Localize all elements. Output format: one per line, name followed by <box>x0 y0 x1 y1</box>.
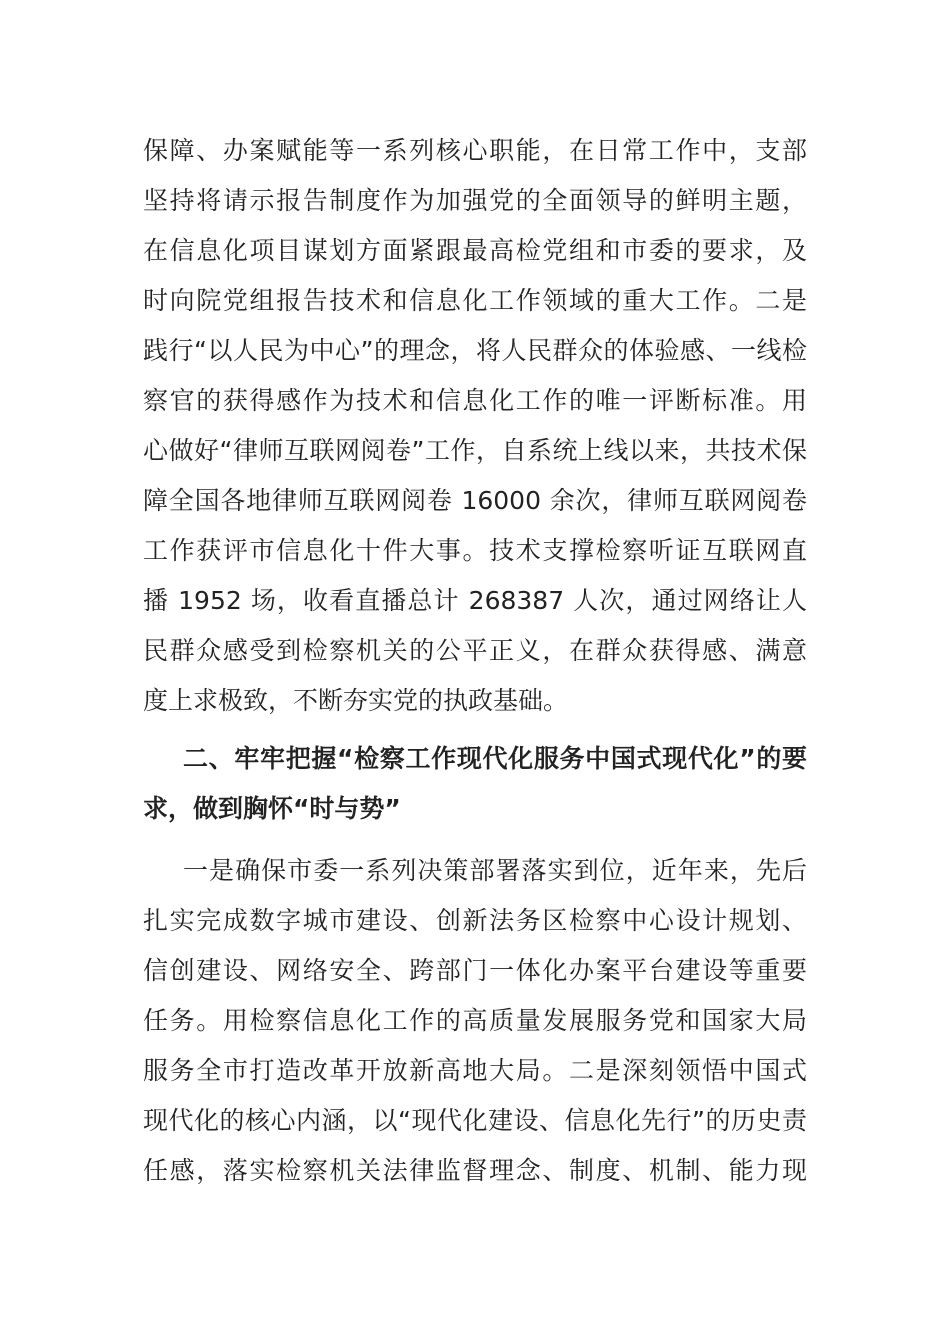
text-line: 坚持将请示报告制度作为加强党的全面领导的鲜明主题， <box>143 186 807 215</box>
text-line: 察官的获得感作为技术和信息化工作的唯一评断标准。用 <box>143 386 807 415</box>
text-line: 任感，落实检察机关法律监督理念、制度、机制、能力现 <box>143 1156 807 1185</box>
text-line: 障全国各地律师互联网阅卷 16000 余次，律师互联网阅卷 <box>143 486 807 515</box>
heading-line: 二、牢牢把握“检察工作现代化服务中国式现代化”的要 <box>183 744 807 773</box>
text-line: 践行“以人民为中心”的理念，将人民群众的体验感、一线检 <box>143 336 807 365</box>
text-line: 扎实完成数字城市建设、创新法务区检察中心设计规划、 <box>143 906 807 935</box>
text-line: 一是确保市委一系列决策部署落实到位，近年来，先后 <box>183 856 807 885</box>
heading-line: 求，做到胸怀“时与势” <box>143 794 401 823</box>
section-heading <box>143 734 807 834</box>
text-line: 信创建设、网络安全、跨部门一体化办案平台建设等重要 <box>143 956 807 985</box>
body-paragraph-1 <box>143 126 807 726</box>
text-line: 任务。用检察信息化工作的高质量发展服务党和国家大局 <box>143 1006 807 1035</box>
text-line: 工作获评市信息化十件大事。技术支撑检察听证互联网直 <box>143 536 807 565</box>
text-line: 服务全市打造改革开放新高地大局。二是深刻领悟中国式 <box>143 1056 807 1085</box>
text-line: 时向院党组报告技术和信息化工作领域的重大工作。二是 <box>143 286 807 315</box>
body-paragraph-2 <box>143 846 807 1196</box>
text-line: 度上求极致，不断夯实党的执政基础。 <box>143 686 569 715</box>
text-line: 现代化的核心内涵，以“现代化建设、信息化先行”的历史责 <box>143 1106 807 1135</box>
text-line: 心做好“律师互联网阅卷”工作，自系统上线以来，共技术保 <box>143 436 807 465</box>
text-line: 民群众感受到检察机关的公平正义，在群众获得感、满意 <box>143 636 807 665</box>
text-line: 播 1952 场，收看直播总计 268387 人次，通过网络让人 <box>143 586 807 615</box>
text-line: 保障、办案赋能等一系列核心职能，在日常工作中，支部 <box>143 136 807 165</box>
text-line: 在信息化项目谋划方面紧跟最高检党组和市委的要求，及 <box>143 236 807 265</box>
